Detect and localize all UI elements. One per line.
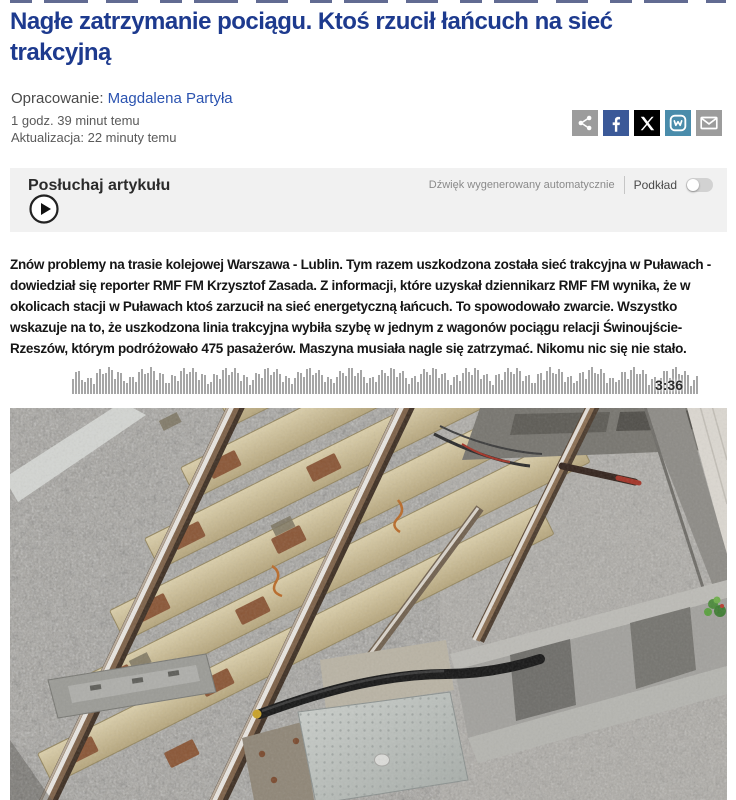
audio-player-title: Posłuchaj artykułu bbox=[28, 177, 171, 194]
share-bar bbox=[572, 110, 722, 136]
audio-waveform[interactable] bbox=[72, 366, 700, 394]
updated-time: Aktualizacja: 22 minuty temu bbox=[11, 130, 177, 145]
facebook-share-button[interactable] bbox=[603, 110, 629, 136]
byline bbox=[11, 90, 233, 107]
audio-player-options bbox=[429, 176, 713, 194]
background-sound-toggle[interactable] bbox=[686, 178, 713, 192]
author-link[interactable]: Magdalena Partyła bbox=[107, 90, 233, 107]
wykop-share-button[interactable] bbox=[665, 110, 691, 136]
page-title: Nagłe zatrzymanie pociągu. Ktoś rzucił łańcuch na sieć trakcyjną bbox=[10, 8, 613, 66]
share-icon bbox=[575, 113, 595, 133]
published-time: 1 godz. 39 minut temu bbox=[11, 113, 140, 128]
article-photo bbox=[10, 408, 727, 800]
play-icon bbox=[28, 193, 60, 225]
x-share-button[interactable] bbox=[634, 110, 660, 136]
byline-label: Opracowanie: bbox=[11, 90, 104, 107]
audio-duration: 3:36 bbox=[654, 377, 683, 393]
cropped-content-above bbox=[10, 0, 726, 3]
email-share-button[interactable] bbox=[696, 110, 722, 136]
toggle-knob bbox=[687, 179, 699, 191]
player-divider bbox=[624, 176, 625, 194]
email-icon bbox=[698, 112, 720, 134]
background-sound-label: Podkład bbox=[633, 178, 677, 192]
play-button[interactable] bbox=[28, 193, 60, 225]
facebook-icon bbox=[605, 112, 627, 134]
article-lead: Znów problemy na trasie kolejowej Warszawa - Lublin. Tym razem uszkodzona została sieć trakcyjna w Puławach - dowiedział się reporter RMF FM Krzysztof Zasada. Z informacji, które uzyskał dziennikarz RMF FM wynika, że w okolicach stacji w Puławach ktoś zarzucił na sieć energetyczną łańcuch. To spowodowało zwarcie. Wszystko wskazuje na to, że uszkodzona linia trakcyjna wybiła szybę w jednym z wagonów pociągu relacji Świnoujście-Rzeszów, którym podróżowało 475 pasażerów. Maszyna musiała nagle się zatrzymać. Nikomu nic się nie stało. bbox=[10, 257, 712, 356]
share-button[interactable] bbox=[572, 110, 598, 136]
railway-tracks-image bbox=[10, 408, 727, 800]
audio-generated-note: Dźwięk wygenerowany automatycznie bbox=[428, 179, 615, 191]
x-icon bbox=[638, 114, 657, 133]
wykop-icon bbox=[667, 112, 689, 134]
